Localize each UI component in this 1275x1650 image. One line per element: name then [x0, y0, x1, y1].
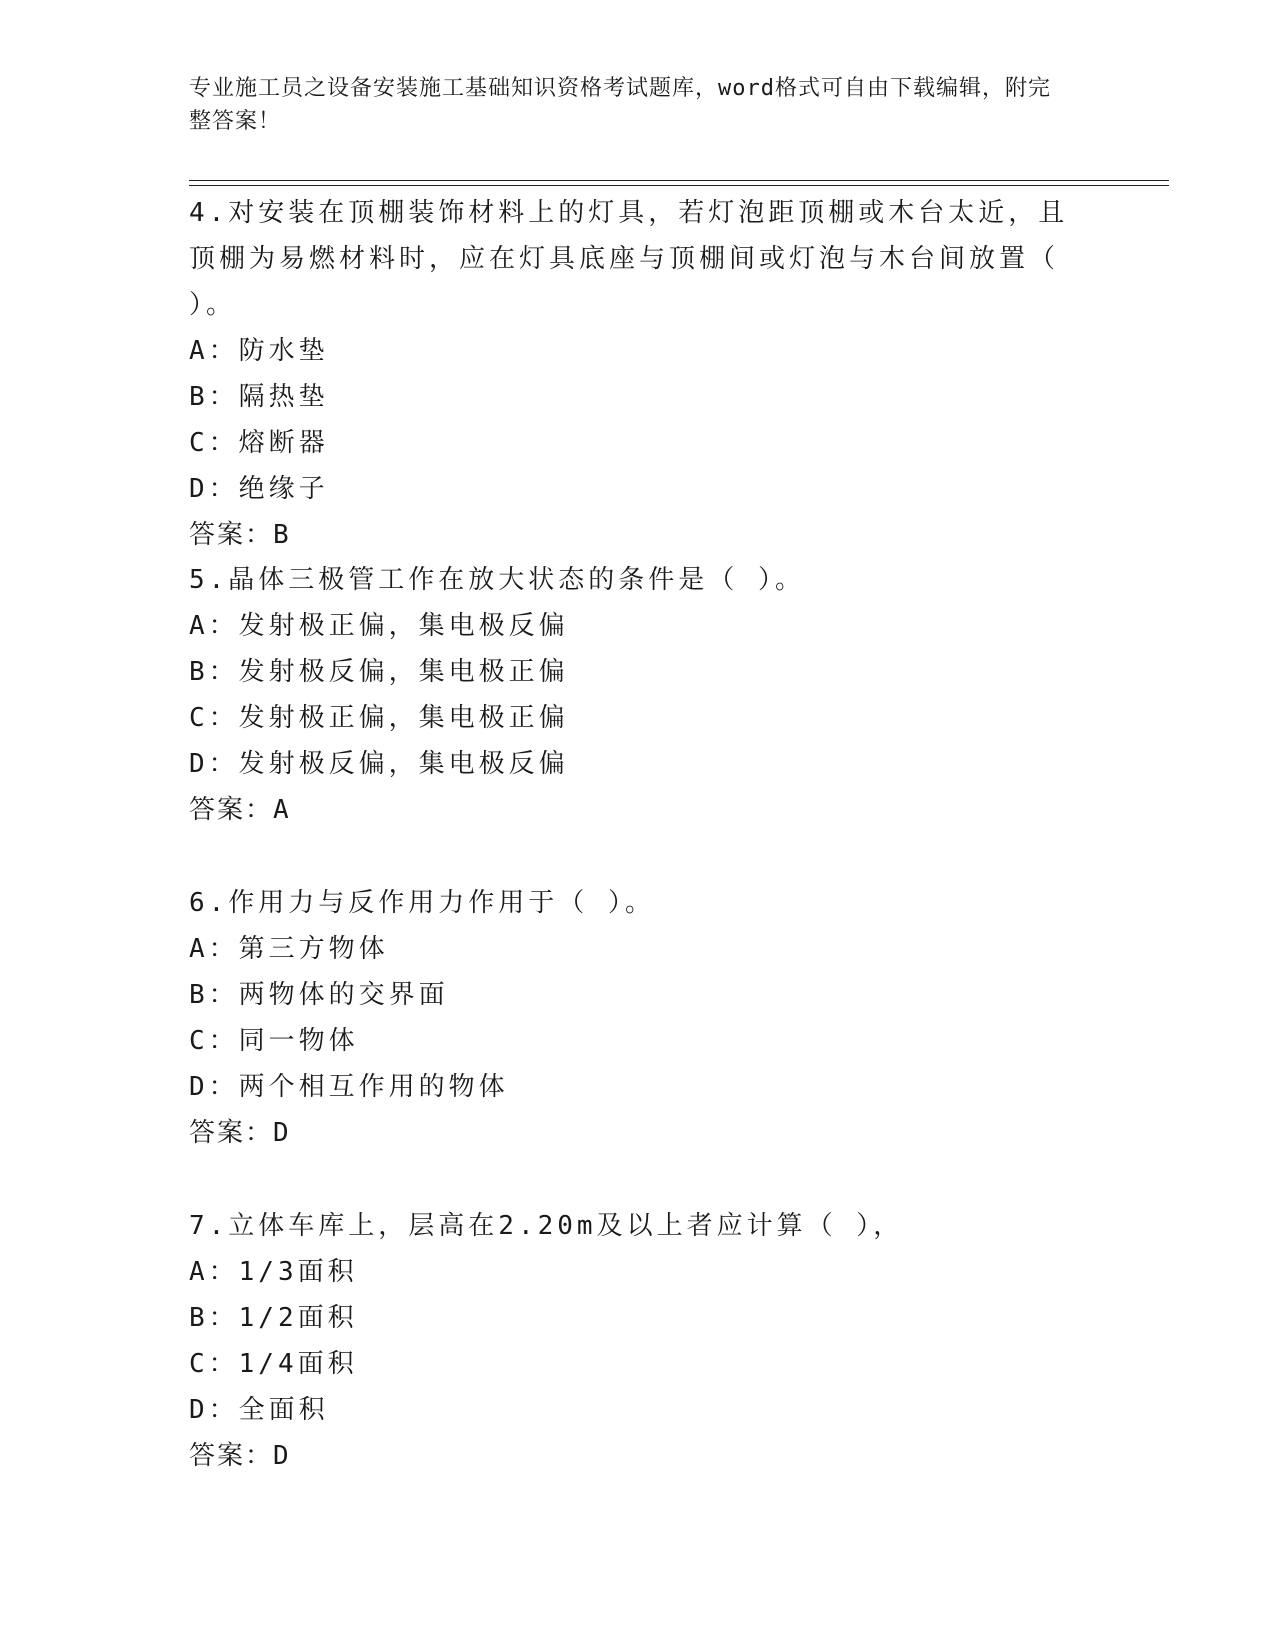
option-d	[189, 1064, 1089, 1110]
question-stem: 7.立体车库上，层高在2.20m及以上者应计算（ ），	[189, 1211, 904, 1241]
option-text: 防水垫	[238, 336, 329, 366]
option-text: 发射极正偏，集电极反偏	[238, 611, 569, 641]
option-key: A：	[189, 611, 239, 641]
option-key: D：	[189, 474, 239, 504]
option-text: 发射极反偏，集电极反偏	[238, 749, 569, 779]
option-key: A：	[189, 1257, 239, 1287]
option-a	[189, 1249, 1089, 1295]
option-key: D：	[189, 1072, 239, 1102]
option-key: C：	[189, 1026, 239, 1056]
option-key: B：	[189, 1303, 239, 1333]
option-text: 1/2面积	[238, 1303, 358, 1333]
answer-label: 答案：	[189, 795, 274, 825]
answer-line	[189, 512, 1089, 558]
option-b	[189, 649, 1089, 695]
option-text: 隔热垫	[238, 382, 329, 412]
option-key: A：	[189, 934, 239, 964]
question-stem: 6.作用力与反作用力作用于（ ）。	[189, 888, 655, 918]
question-6	[189, 880, 1089, 1156]
option-text: 第三方物体	[238, 934, 389, 964]
option-a	[189, 926, 1089, 972]
answer-value: A	[273, 795, 290, 825]
question-4	[189, 190, 1089, 558]
option-a	[189, 328, 1089, 374]
option-b	[189, 374, 1089, 420]
option-c	[189, 1018, 1089, 1064]
answer-label: 答案：	[189, 520, 274, 550]
option-c	[189, 1341, 1089, 1387]
option-a	[189, 603, 1089, 649]
option-key: B：	[189, 980, 239, 1010]
option-key: B：	[189, 657, 239, 687]
answer-value: D	[273, 1441, 290, 1471]
answer-label: 答案：	[189, 1118, 274, 1148]
option-key: C：	[189, 428, 239, 458]
answer-line	[189, 1433, 1089, 1479]
option-text: 发射极反偏，集电极正偏	[238, 657, 569, 687]
option-text: 熔断器	[238, 428, 329, 458]
option-text: 1/4面积	[238, 1349, 358, 1379]
answer-line	[189, 787, 1089, 833]
option-text: 同一物体	[238, 1026, 359, 1056]
option-d	[189, 741, 1089, 787]
option-key: C：	[189, 703, 239, 733]
option-c	[189, 695, 1089, 741]
option-key: C：	[189, 1349, 239, 1379]
option-key: B：	[189, 382, 239, 412]
header-divider-top	[189, 180, 1169, 181]
option-text: 全面积	[238, 1395, 329, 1425]
answer-label: 答案：	[189, 1441, 274, 1471]
question-5	[189, 557, 1089, 833]
option-text: 1/3面积	[238, 1257, 358, 1287]
option-key: D：	[189, 1395, 239, 1425]
document-header: 专业施工员之设备安装施工基础知识资格考试题库，word格式可自由下载编辑，附完整答案！	[189, 76, 1051, 134]
option-b	[189, 972, 1089, 1018]
option-d	[189, 466, 1089, 512]
option-b	[189, 1295, 1089, 1341]
option-text: 两个相互作用的物体	[238, 1072, 509, 1102]
option-text: 绝缘子	[238, 474, 329, 504]
question-stem: 4.对安装在顶棚装饰材料上的灯具，若灯泡距顶棚或木台太近，且顶棚为易燃材料时，应在灯具底座与顶棚间或灯泡与木台间放置（ ）。	[189, 198, 1079, 320]
option-d	[189, 1387, 1089, 1433]
question-stem: 5.晶体三极管工作在放大状态的条件是（ ）。	[189, 565, 805, 595]
option-key: D：	[189, 749, 239, 779]
option-text: 发射极正偏，集电极正偏	[238, 703, 569, 733]
answer-value: B	[273, 520, 290, 550]
question-7	[189, 1203, 1089, 1479]
answer-line	[189, 1110, 1089, 1156]
header-divider-bottom	[189, 185, 1169, 186]
option-c	[189, 420, 1089, 466]
option-text: 两物体的交界面	[238, 980, 449, 1010]
option-key: A：	[189, 336, 239, 366]
answer-value: D	[273, 1118, 290, 1148]
